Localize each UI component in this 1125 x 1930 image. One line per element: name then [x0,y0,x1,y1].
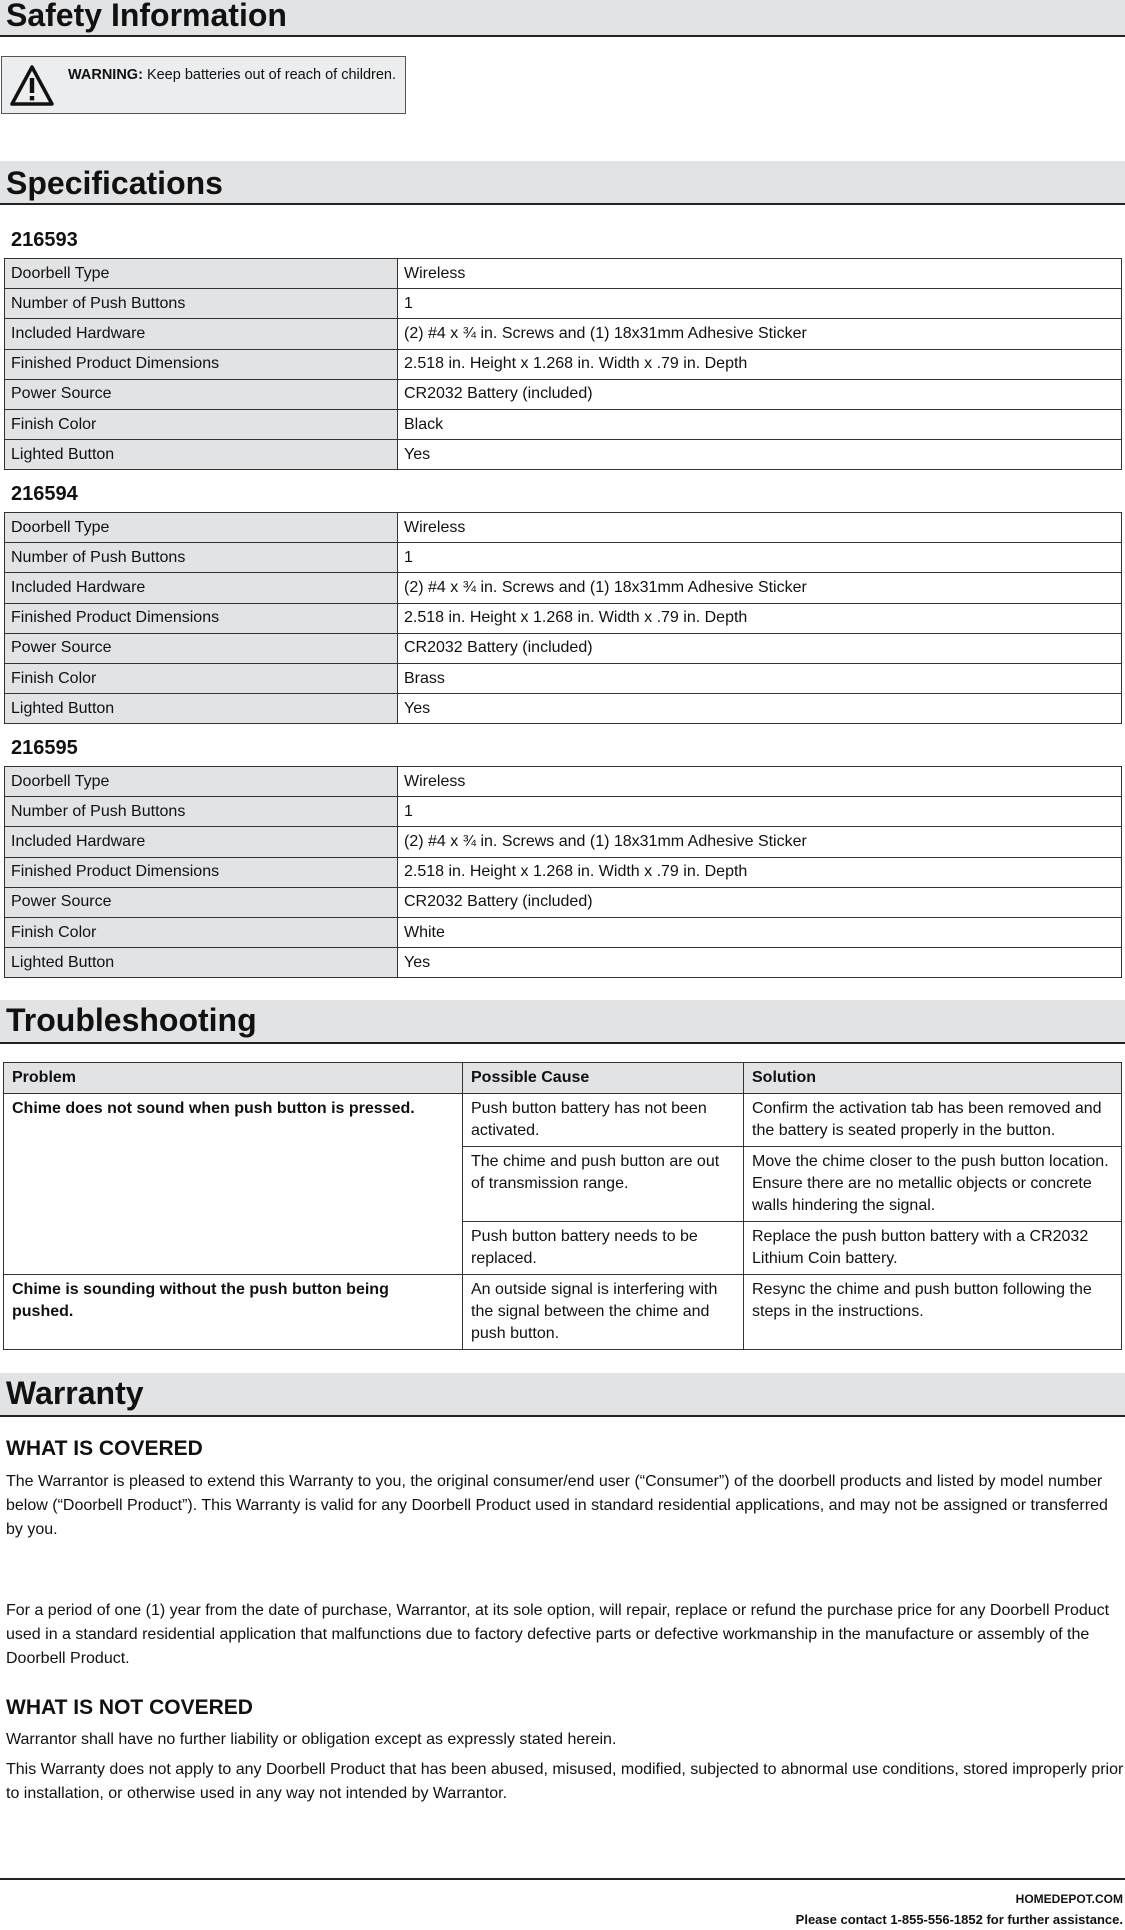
spec-table-216595 [4,766,1122,978]
specifications-section-title: Specifications [0,161,1125,205]
solution-cell: Move the chime closer to the push button location. Ensure there are no metallic objects or concrete walls hindering the signal. [744,1147,1122,1222]
spec-label: Included Hardware [5,827,398,857]
not-covered-heading: WHAT IS NOT COVERED [6,1696,253,1719]
spec-value: 1 [398,289,1122,319]
problem-cell: Chime does not sound when push button is pressed. [4,1094,463,1275]
covered-paragraph-1: The Warrantor is pleased to extend this Warranty to you, the original consumer/end user (“Consumer”) of the doorbell products and listed by model number below (“Doorbell Product”). This Warranty is valid for any Doorbell Product used in standard residential applications, and may not be assigned or transferred by you. [6,1473,1108,1538]
spec-label: Finished Product Dimensions [5,603,398,633]
spec-value: CR2032 Battery (included) [398,379,1122,409]
troubleshooting-section-title: Troubleshooting [0,1000,1125,1044]
solution-cell: Confirm the activation tab has been removed and the battery is seated properly in the button. [744,1094,1122,1147]
spec-label: Doorbell Type [5,259,398,289]
table-row [5,440,1122,470]
not-covered-paragraph-2: This Warranty does not apply to any Doorbell Product that has been abused, misused, modified, subjected to abnormal use conditions, stored improperly prior to installation, or otherwise used in any way not intended by Warrantor. [6,1761,1124,1802]
model-id: 216594 [11,483,78,505]
not-covered-paragraph-1: Warrantor shall have no further liability or obligation except as expressly stated herein. [6,1731,617,1748]
spec-value: CR2032 Battery (included) [398,887,1122,917]
spec-label: Power Source [5,887,398,917]
warning-box [1,56,406,114]
cause-cell: Push button battery has not been activated. [463,1094,744,1147]
table-row [5,633,1122,663]
warning-body: Keep batteries out of reach of children. [142,67,397,83]
table-row [5,409,1122,439]
spec-label: Finish Color [5,409,398,439]
footer-site-link[interactable]: HOMEDEPOT.COM [1015,1892,1123,1906]
table-row [5,694,1122,724]
spec-table-216593 [4,258,1122,470]
spec-table-216594 [4,512,1122,724]
spec-value: (2) #4 x ¾ in. Screws and (1) 18x31mm Adhesive Sticker [398,319,1122,349]
table-row [5,259,1122,289]
spec-label: Power Source [5,633,398,663]
table-row [5,573,1122,603]
warning-label: WARNING: [68,67,143,83]
spec-label: Finished Product Dimensions [5,349,398,379]
spec-label: Number of Push Buttons [5,289,398,319]
column-header: Problem [4,1063,463,1094]
table-row [5,887,1122,917]
table-row [5,349,1122,379]
table-header-row [4,1063,1122,1094]
table-row [5,663,1122,693]
warning-message [68,66,398,85]
table-row [5,948,1122,978]
table-row [5,603,1122,633]
covered-paragraph-2: For a period of one (1) year from the date of purchase, Warrantor, at its sole option, will repair, replace or refund the purchase price for any Doorbell Product used in a standard residential application that malfunctions due to factory defective parts or defective workmanship in the manufacture or assembly of the Doorbell Product. [6,1602,1110,1667]
column-header: Possible Cause [463,1063,744,1094]
spec-value: 2.518 in. Height x 1.268 in. Width x .79 in. Depth [398,349,1122,379]
model-id: 216595 [11,737,78,759]
table-row [5,513,1122,543]
spec-label: Lighted Button [5,948,398,978]
spec-label: Finished Product Dimensions [5,857,398,887]
safety-section-title: Safety Information [0,0,1125,37]
spec-value: Brass [398,663,1122,693]
warranty-section-title: Warranty [0,1373,1125,1417]
covered-heading: WHAT IS COVERED [6,1437,203,1460]
cause-cell: Push button battery needs to be replaced. [463,1222,744,1275]
footer-divider [0,1878,1125,1880]
cause-cell: The chime and push button are out of transmission range. [463,1147,744,1222]
spec-value: (2) #4 x ¾ in. Screws and (1) 18x31mm Adhesive Sticker [398,827,1122,857]
spec-value: Yes [398,440,1122,470]
table-row [5,289,1122,319]
solution-cell: Resync the chime and push button following the steps in the instructions. [744,1275,1122,1350]
spec-label: Doorbell Type [5,767,398,797]
solution-cell: Replace the push button battery with a CR2032 Lithium Coin battery. [744,1222,1122,1275]
table-row [5,319,1122,349]
spec-label: Power Source [5,379,398,409]
spec-value: White [398,917,1122,947]
spec-label: Number of Push Buttons [5,797,398,827]
table-row [4,1094,1122,1147]
spec-label: Number of Push Buttons [5,543,398,573]
spec-value: Wireless [398,513,1122,543]
spec-label: Finish Color [5,663,398,693]
spec-value: Yes [398,948,1122,978]
spec-value: Wireless [398,767,1122,797]
table-row [5,827,1122,857]
table-row [4,1275,1122,1350]
spec-value: 2.518 in. Height x 1.268 in. Width x .79 in. Depth [398,857,1122,887]
spec-value: (2) #4 x ¾ in. Screws and (1) 18x31mm Adhesive Sticker [398,573,1122,603]
spec-label: Lighted Button [5,694,398,724]
table-row [5,797,1122,827]
spec-label: Doorbell Type [5,513,398,543]
problem-cell: Chime is sounding without the push button being pushed. [4,1275,463,1350]
cause-cell: An outside signal is interfering with the signal between the chime and push button. [463,1275,744,1350]
column-header: Solution [744,1063,1122,1094]
spec-value: Black [398,409,1122,439]
spec-value: 1 [398,543,1122,573]
spec-value: CR2032 Battery (included) [398,633,1122,663]
spec-label: Finish Color [5,917,398,947]
footer-contact: Please contact 1-855-556-1852 for further assistance. [795,1912,1123,1927]
table-row [5,543,1122,573]
table-row [5,767,1122,797]
table-row [5,917,1122,947]
spec-label: Included Hardware [5,573,398,603]
spec-value: 1 [398,797,1122,827]
spec-value: 2.518 in. Height x 1.268 in. Width x .79 in. Depth [398,603,1122,633]
table-row [5,857,1122,887]
warning-triangle-icon [10,65,54,107]
spec-label: Included Hardware [5,319,398,349]
model-id: 216593 [11,229,78,251]
spec-value: Yes [398,694,1122,724]
spec-value: Wireless [398,259,1122,289]
table-row [5,379,1122,409]
spec-label: Lighted Button [5,440,398,470]
troubleshooting-table [3,1062,1122,1350]
